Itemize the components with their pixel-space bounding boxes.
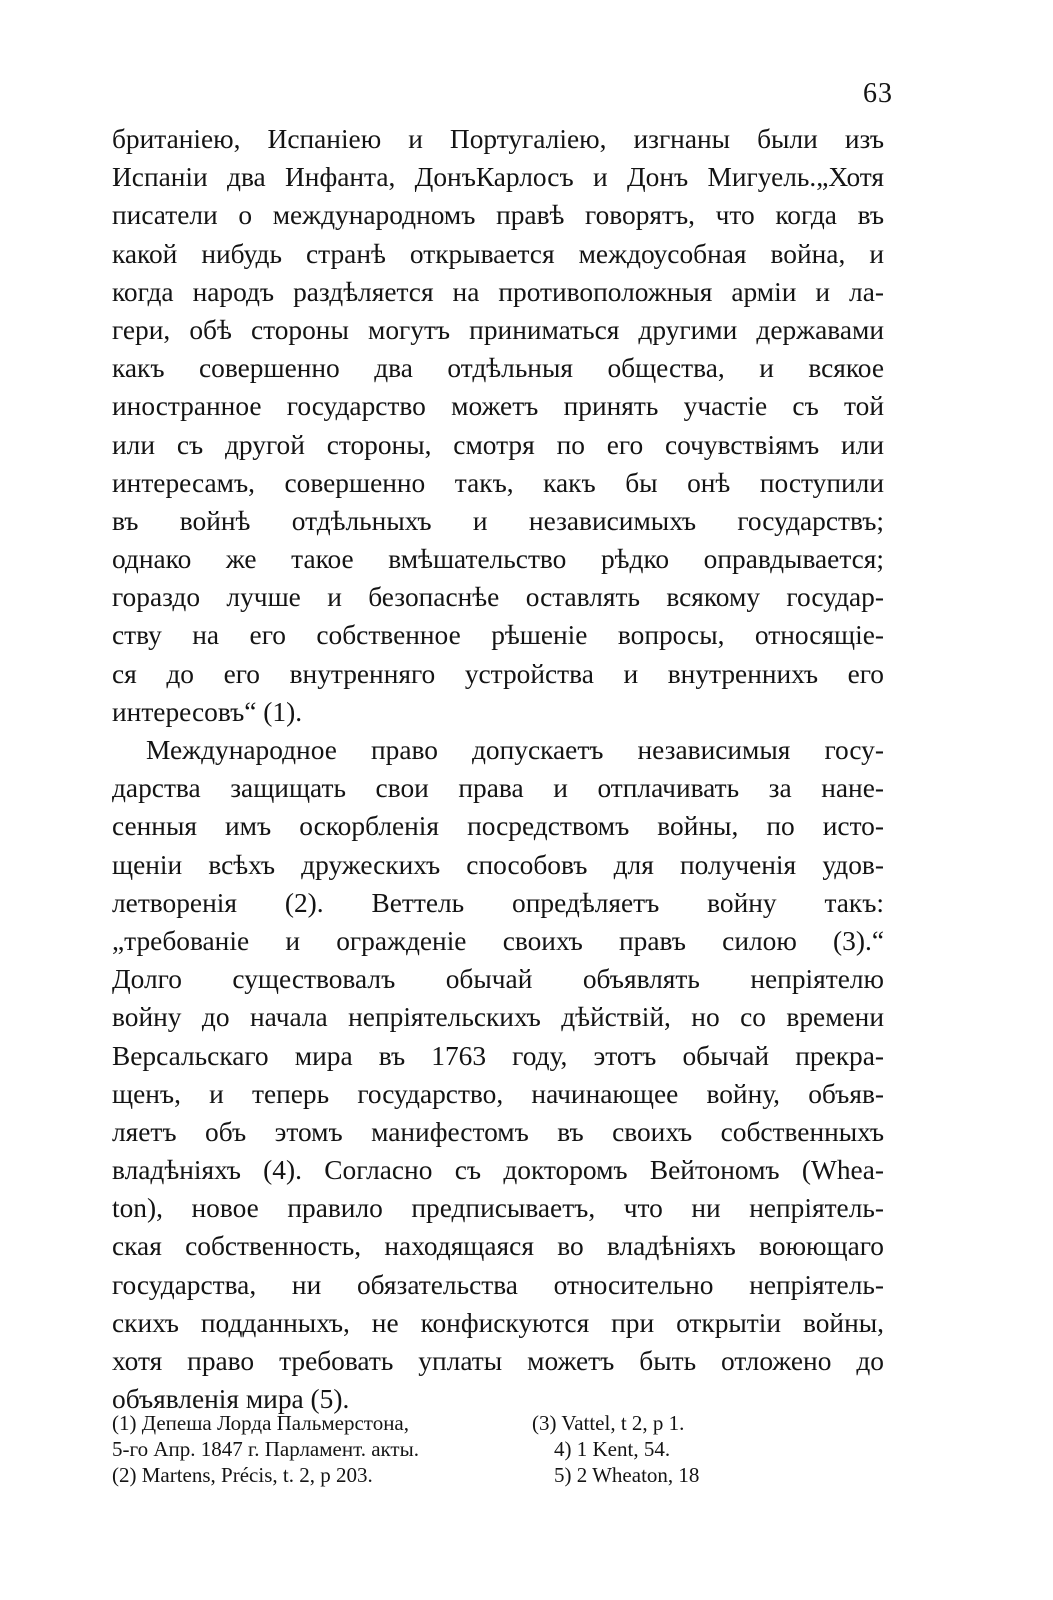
text-line: ляетъ объ этомъ манифестомъ въ своихъ собственныхъ [112, 1116, 884, 1147]
text-line: писатели о международномъ правѣ говорятъ, что когда въ [112, 200, 884, 231]
text-line: государства, ни обязательства относительно непріятель- [112, 1269, 884, 1300]
text-line: иностранное государство можетъ принять участіе съ той [112, 391, 884, 422]
footnotes-left-column [112, 1410, 492, 1488]
text-line: ton), новое правило предписываетъ, что ни непріятель- [112, 1193, 884, 1224]
footnote-1-continued: 5-го Апр. 1847 г. Парламент. акты. [112, 1437, 419, 1461]
text-line: сенныя имъ оскорбленія посредствомъ войны, по исто- [112, 811, 884, 842]
text-line: ская собственность, находящаяся во владѣніяхъ воюющаго [112, 1231, 884, 1262]
paragraph [112, 731, 884, 1418]
text-line: Версальскаго мира въ 1763 году, этотъ обычай прекра- [112, 1040, 884, 1071]
text-line: дарства защищать свои права и отплачивать за нане- [112, 773, 884, 804]
text-line: въ войнѣ отдѣльныхъ и независимыхъ государствъ; [112, 505, 884, 536]
text-line: или съ другой стороны, смотря по его сочувствіямъ или [112, 429, 884, 460]
text-line: „требованіе и огражденіе своихъ правъ силою (3).“ [112, 925, 884, 956]
footnote-4: 4) 1 Kent, 54. [554, 1437, 671, 1461]
footnote-3: (3) Vattel, t 2, p 1. [532, 1411, 685, 1435]
text-line: ся до его внутренняго устройства и внутреннихъ его [112, 658, 884, 689]
text-line: когда народъ раздѣляется на противоположныя арміи и ла- [112, 276, 884, 307]
text-line: хотя право требовать уплаты можетъ быть отложено до [112, 1346, 884, 1376]
text-line: щеніи всѣхъ дружескихъ способовъ для полученія удов- [112, 849, 884, 880]
text-line: ству на его собственное рѣшеніе вопросы, относящіе- [112, 620, 884, 651]
text-line: скихъ подданныхъ, не конфискуются при открытіи войны, [112, 1307, 884, 1338]
text-line: какъ совершенно два отдѣльныя общества, и всякое [112, 353, 884, 384]
body-text [112, 120, 884, 1418]
footnotes-right-column [532, 1410, 812, 1488]
text-line: однако же такое вмѣшательство рѣдко оправдывается; [112, 544, 884, 575]
footnote-2: (2) Martens, Précis, t. 2, p 203. [112, 1463, 373, 1487]
text-line: гораздо лучше и безопаснѣе оставлять всякому государ- [112, 582, 884, 613]
paragraphs [112, 120, 884, 1418]
text-line: интересамъ, совершенно такъ, какъ бы онѣ поступили [112, 467, 884, 498]
text-line: летворенія (2). Веттель опредѣляетъ войну такъ: [112, 887, 884, 918]
page-number: 63 [863, 78, 893, 109]
text-line: гери, обѣ стороны могутъ приниматься другими державами [112, 314, 884, 345]
text-line: интересовъ“ (1). [112, 696, 303, 727]
footnote-5: 5) 2 Wheaton, 18 [554, 1463, 700, 1487]
text-line: владѣніяхъ (4). Согласно съ докторомъ Вейтономъ (Whea- [112, 1155, 884, 1186]
text-line: какой нибудь странѣ открывается междоусобная война, и [112, 238, 884, 269]
text-line: объявленія мира (5). [112, 1384, 350, 1415]
text-line: щенъ, и теперь государство, начинающее войну, объяв- [112, 1078, 884, 1109]
text-line: Испаніи два Инфанта, ДонъКарлосъ и Донъ Мигуель.„Хотя [112, 162, 884, 193]
paragraph [112, 120, 884, 731]
text-line: войну до начала непріятельскихъ дѣйствій, но со времени [112, 1002, 884, 1033]
text-line: британіею, Испаніею и Португаліею, изгнаны были изъ [112, 124, 884, 154]
text-line: Международное право допускаетъ независимыя госу- [146, 735, 884, 765]
text-line: Долго существовалъ обычай объявлять непріятелю [112, 964, 884, 995]
footnote-1: (1) Депеша Лорда Пальмерстона, [112, 1411, 410, 1435]
